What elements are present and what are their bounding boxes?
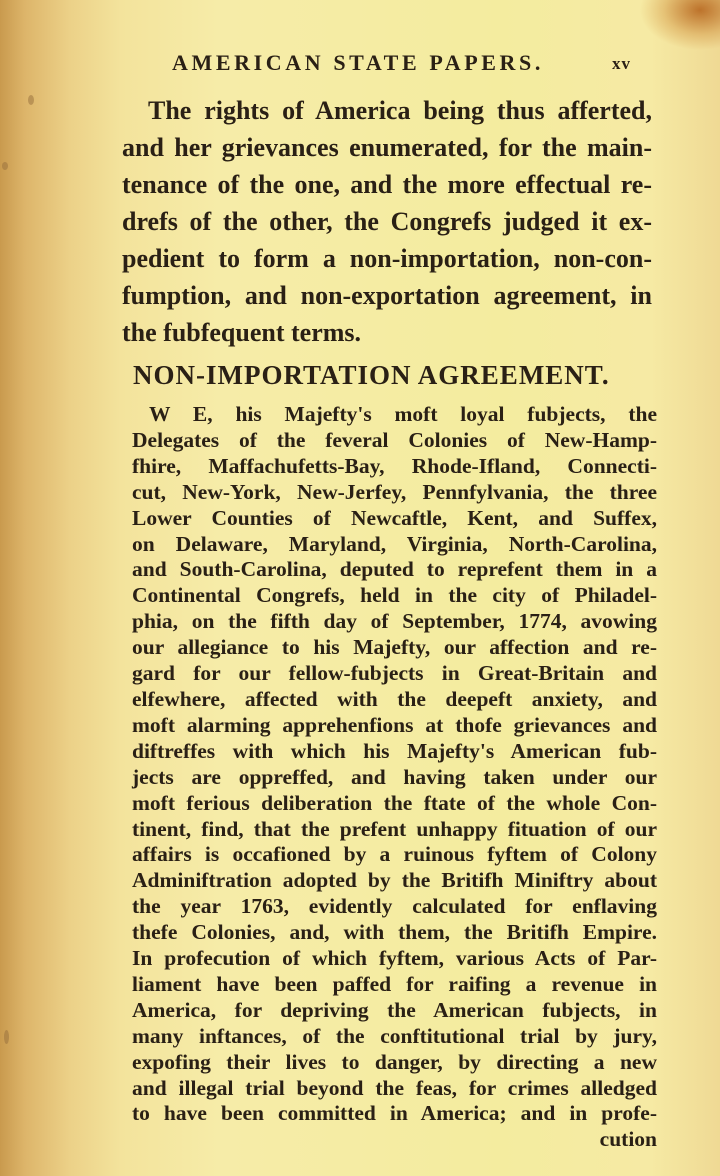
text-line: In profecution of which fyftem, various Acts of Par- <box>132 946 657 971</box>
text-line: phia, on the fifth day of September, 1774, avowing <box>132 609 657 634</box>
running-head-title: AMERICAN STATE PAPERS. <box>172 50 544 75</box>
intro-paragraph <box>122 92 652 351</box>
text-line: affairs is occafioned by a ruinous fyftem of Colony <box>132 842 657 867</box>
paper-stain <box>2 162 8 170</box>
text-line: drefs of the other, the Congrefs judged it ex- <box>122 207 652 236</box>
text-line: Lower Counties of Newcaftle, Kent, and Suffex, <box>132 505 657 530</box>
text-line: jects are oppreffed, and having taken under our <box>132 764 657 789</box>
catchword: cution <box>599 1127 657 1152</box>
text-line: gard for our fellow-fubjects in Great-Britain and <box>132 661 657 686</box>
text-line: tenance of the one, and the more effectual re- <box>122 170 652 199</box>
text-line: Continental Congrefs, held in the city of Philadel- <box>132 583 657 608</box>
text-line: to have been committed in America; and in profe- <box>132 1101 657 1126</box>
text-line: moft alarming apprehenfions at thofe grievances and <box>132 712 657 737</box>
paper-stain <box>28 95 34 105</box>
text-line: The rights of America being thus afferted, <box>148 96 652 125</box>
text-line: expofing their lives to danger, by directing a new <box>132 1049 657 1074</box>
section-heading: NON-IMPORTATION AGREEMENT. <box>133 360 610 390</box>
text-line: diftreffes with which his Majefty's American fub- <box>132 738 657 763</box>
text-line: moft ferious deliberation the ftate of the whole Con- <box>132 790 657 815</box>
text-line: liament have been paffed for raifing a revenue in <box>132 971 657 996</box>
paper-stain <box>4 1030 9 1044</box>
text-line: the year 1763, evidently calculated for enflaving <box>132 894 657 919</box>
text-line: and her grievances enumerated, for the main- <box>122 133 652 162</box>
text-line: many inftances, of the conftitutional trial by jury, <box>132 1023 657 1048</box>
page-number: xv <box>612 54 631 73</box>
text-line: W E, his Majefty's moft loyal fubjects, the <box>149 402 657 426</box>
text-line: thefe Colonies, and, with them, the Britifh Empire. <box>132 920 657 945</box>
text-line: cut, New-York, New-Jerfey, Pennfylvania, the three <box>132 479 657 504</box>
text-line: the fubfequent terms. <box>122 318 362 347</box>
text-line: elfewhere, affected with the deepeft anxiety, and <box>132 686 657 711</box>
text-line: fumption, and non-exportation agreement, in <box>122 281 652 310</box>
text-line: on Delaware, Maryland, Virginia, North-Carolina, <box>132 531 657 556</box>
text-line: tinent, find, that the prefent unhappy fituation of our <box>132 816 657 841</box>
text-line: pedient to form a non-importation, non-con- <box>122 244 652 273</box>
text-line: fhire, Maffachufetts-Bay, Rhode-Ifland, Connecti- <box>132 453 657 478</box>
text-line: and illegal trial beyond the feas, for crimes alledged <box>132 1075 657 1100</box>
running-head <box>172 50 632 76</box>
text-line: Adminiftration adopted by the Britifh Miniftry about <box>132 868 657 893</box>
text-line: America, for depriving the American fubjects, in <box>132 997 657 1022</box>
text-line: and South-Carolina, deputed to reprefent them in a <box>132 557 657 582</box>
agreement-paragraph <box>132 402 657 1153</box>
text-line: Delegates of the feveral Colonies of New-Hamp- <box>132 427 657 452</box>
text-line: our allegiance to his Majefty, our affection and re- <box>132 635 657 660</box>
